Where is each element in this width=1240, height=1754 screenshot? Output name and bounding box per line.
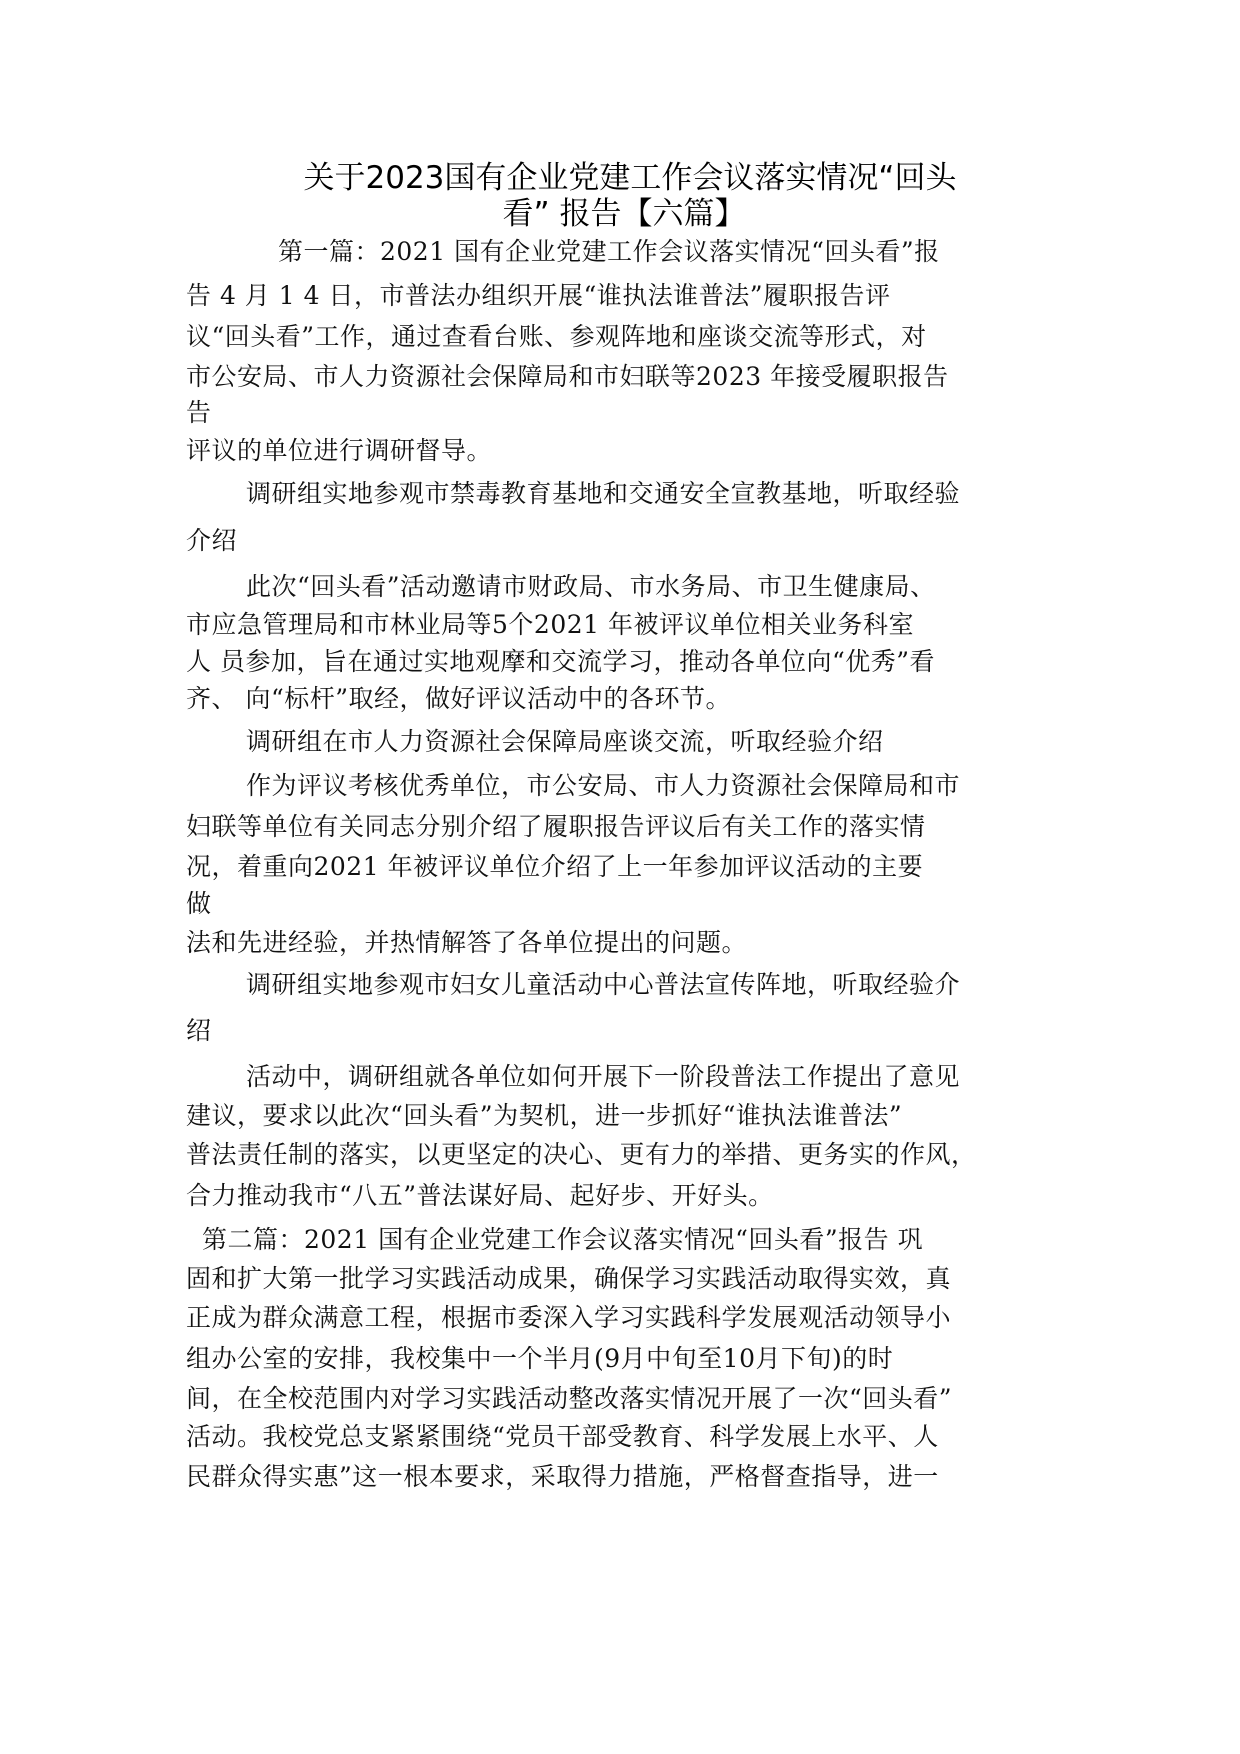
text-line: 告 4 月 1 4 日，市普法办组织开展“谁执法谁普法”履职报告评 [186, 281, 891, 310]
text-line: 况，着重向2021 年被评议单位介绍了上一年参加评议活动的主要 [186, 852, 924, 881]
text-line: 民群众得实惠”这一根本要求，采取得力措施，严格督查指导，进一 [186, 1462, 939, 1491]
text-line: 告 [186, 398, 212, 427]
text-line: 此次“回头看”活动邀请市财政局、市水务局、市卫生健康局、 [246, 572, 936, 601]
text-line: 建议，要求以此次“回头看”为契机，进一步抓好“谁执法谁普法” [186, 1101, 903, 1130]
text-line: 介绍 [186, 526, 238, 555]
text-line: 作为评议考核优秀单位，市公安局、市人力资源社会保障局和市 [246, 771, 961, 800]
text-line: 人 员参加，旨在通过实地观摩和交流学习，推动各单位向“优秀”看 [186, 647, 936, 676]
text-line: 普法责任制的落实，以更坚定的决心、更有力的举措、更务实的作风， [186, 1140, 977, 1169]
text-line: 组办公室的安排，我校集中一个半月(9月中旬至10月下旬)的时 [186, 1344, 894, 1373]
text-line: 市应急管理局和市林业局等5个2021 年被评议单位相关业务科室 [186, 610, 914, 639]
text-line: 绍 [186, 1016, 212, 1045]
text-line: 做 [186, 889, 212, 918]
text-line: 活动中，调研组就各单位如何开展下一阶段普法工作提出了意见 [246, 1062, 961, 1091]
text-line: 议“回头看”工作，通过查看台账、参观阵地和座谈交流等形式，对 [186, 322, 927, 351]
text-line: 调研组实地参观市禁毒教育基地和交通安全宣教基地，听取经验 [246, 479, 961, 508]
text-line: 调研组实地参观市妇女儿童活动中心普法宣传阵地，听取经验介 [246, 970, 961, 999]
text-line: 活动。我校党总支紧紧围绕“党员干部受教育、科学发展上水平、人 [186, 1422, 939, 1451]
text-line: 齐、 向“标杆”取经，做好评议活动中的各环节。 [186, 684, 732, 713]
text-line: 法和先进经验，并热情解答了各单位提出的问题。 [186, 928, 748, 957]
text-line: 调研组在市人力资源社会保障局座谈交流，听取经验介绍 [246, 727, 884, 756]
text-line: 固和扩大第一批学习实践活动成果，确保学习实践活动取得实效，真 [186, 1264, 952, 1293]
text-line: 第一篇：2021 国有企业党建工作会议落实情况“回头看”报 [278, 237, 940, 266]
text-line: 市公安局、市人力资源社会保障局和市妇联等2023 年接受履职报告 [186, 362, 949, 391]
text-line: 第二篇：2021 国有企业党建工作会议落实情况“回头看”报告 巩 [202, 1225, 924, 1254]
text-line: 间，在全校范围内对学习实践活动整改落实情况开展了一次“回头看” [186, 1384, 953, 1413]
text-line: 正成为群众满意工程，根据市委深入学习实践科学发展观活动领导小 [186, 1303, 952, 1332]
text-line: 合力推动我市“八五”普法谋好局、起好步、开好头。 [186, 1181, 774, 1210]
document-title-line-2: 看” 报告【六篇】 [502, 196, 746, 232]
text-line: 评议的单位进行调研督导。 [186, 436, 493, 465]
text-line: 妇联等单位有关同志分别介绍了履职报告评议后有关工作的落实情 [186, 812, 926, 841]
document-title-line-1: 关于2023国有企业党建工作会议落实情况“回头 [303, 160, 957, 196]
